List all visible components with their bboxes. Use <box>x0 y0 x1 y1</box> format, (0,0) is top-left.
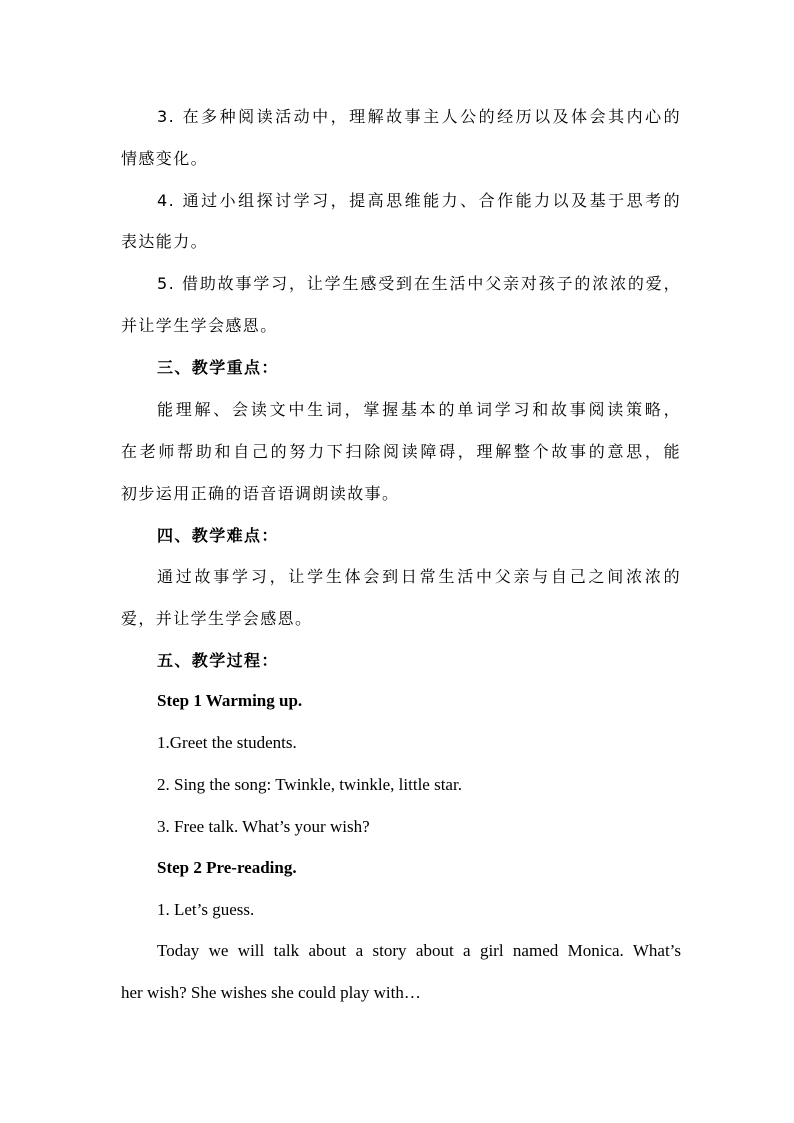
difficulties-line-2: 爱，并让学生学会感恩。 <box>121 609 313 628</box>
objective-5-line-1: 5. 借助故事学习，让学生感受到在生活中父亲对孩子的浓浓的爱， <box>157 274 681 293</box>
step-2-item-1: 1. Let’s guess. <box>157 900 255 919</box>
section-heading-key-points: 三、教学重点： <box>157 358 279 377</box>
objective-5-line-2: 并让学生学会感恩。 <box>121 316 278 335</box>
key-points-line-3: 初步运用正确的语音语调朗读故事。 <box>121 484 400 503</box>
step-2-heading: Step 2 Pre-reading. <box>157 858 297 877</box>
step-1-item-1: 1.Greet the students. <box>157 733 297 752</box>
step-1-item-2: 2. Sing the song: Twinkle, twinkle, little star. <box>157 775 462 794</box>
difficulties-line-1: 通过故事学习，让学生体会到日常生活中父亲与自己之间浓浓的 <box>157 567 681 586</box>
step-2-paragraph-line-1: Today we will talk about a story about a girl named Monica. What’s <box>157 941 681 960</box>
key-points-line-2: 在老师帮助和自己的努力下扫除阅读障碍，理解整个故事的意思，能 <box>121 442 681 461</box>
objective-4-line-1: 4. 通过小组探讨学习，提高思维能力、合作能力以及基于思考的 <box>157 191 681 210</box>
objective-4-line-2: 表达能力。 <box>121 232 209 251</box>
section-heading-process: 五、教学过程： <box>157 651 279 670</box>
step-2-paragraph-line-2: her wish? She wishes she could play with… <box>121 983 421 1002</box>
objective-3-line-1: 3. 在多种阅读活动中，理解故事主人公的经历以及体会其内心的 <box>157 107 681 126</box>
step-1-heading: Step 1 Warming up. <box>157 691 303 710</box>
step-1-item-3: 3. Free talk. What’s your wish? <box>157 817 370 836</box>
section-heading-difficulties: 四、教学难点： <box>157 526 279 545</box>
key-points-line-1: 能理解、会读文中生词，掌握基本的单词学习和故事阅读策略， <box>157 400 681 419</box>
objective-3-line-2: 情感变化。 <box>121 149 209 168</box>
